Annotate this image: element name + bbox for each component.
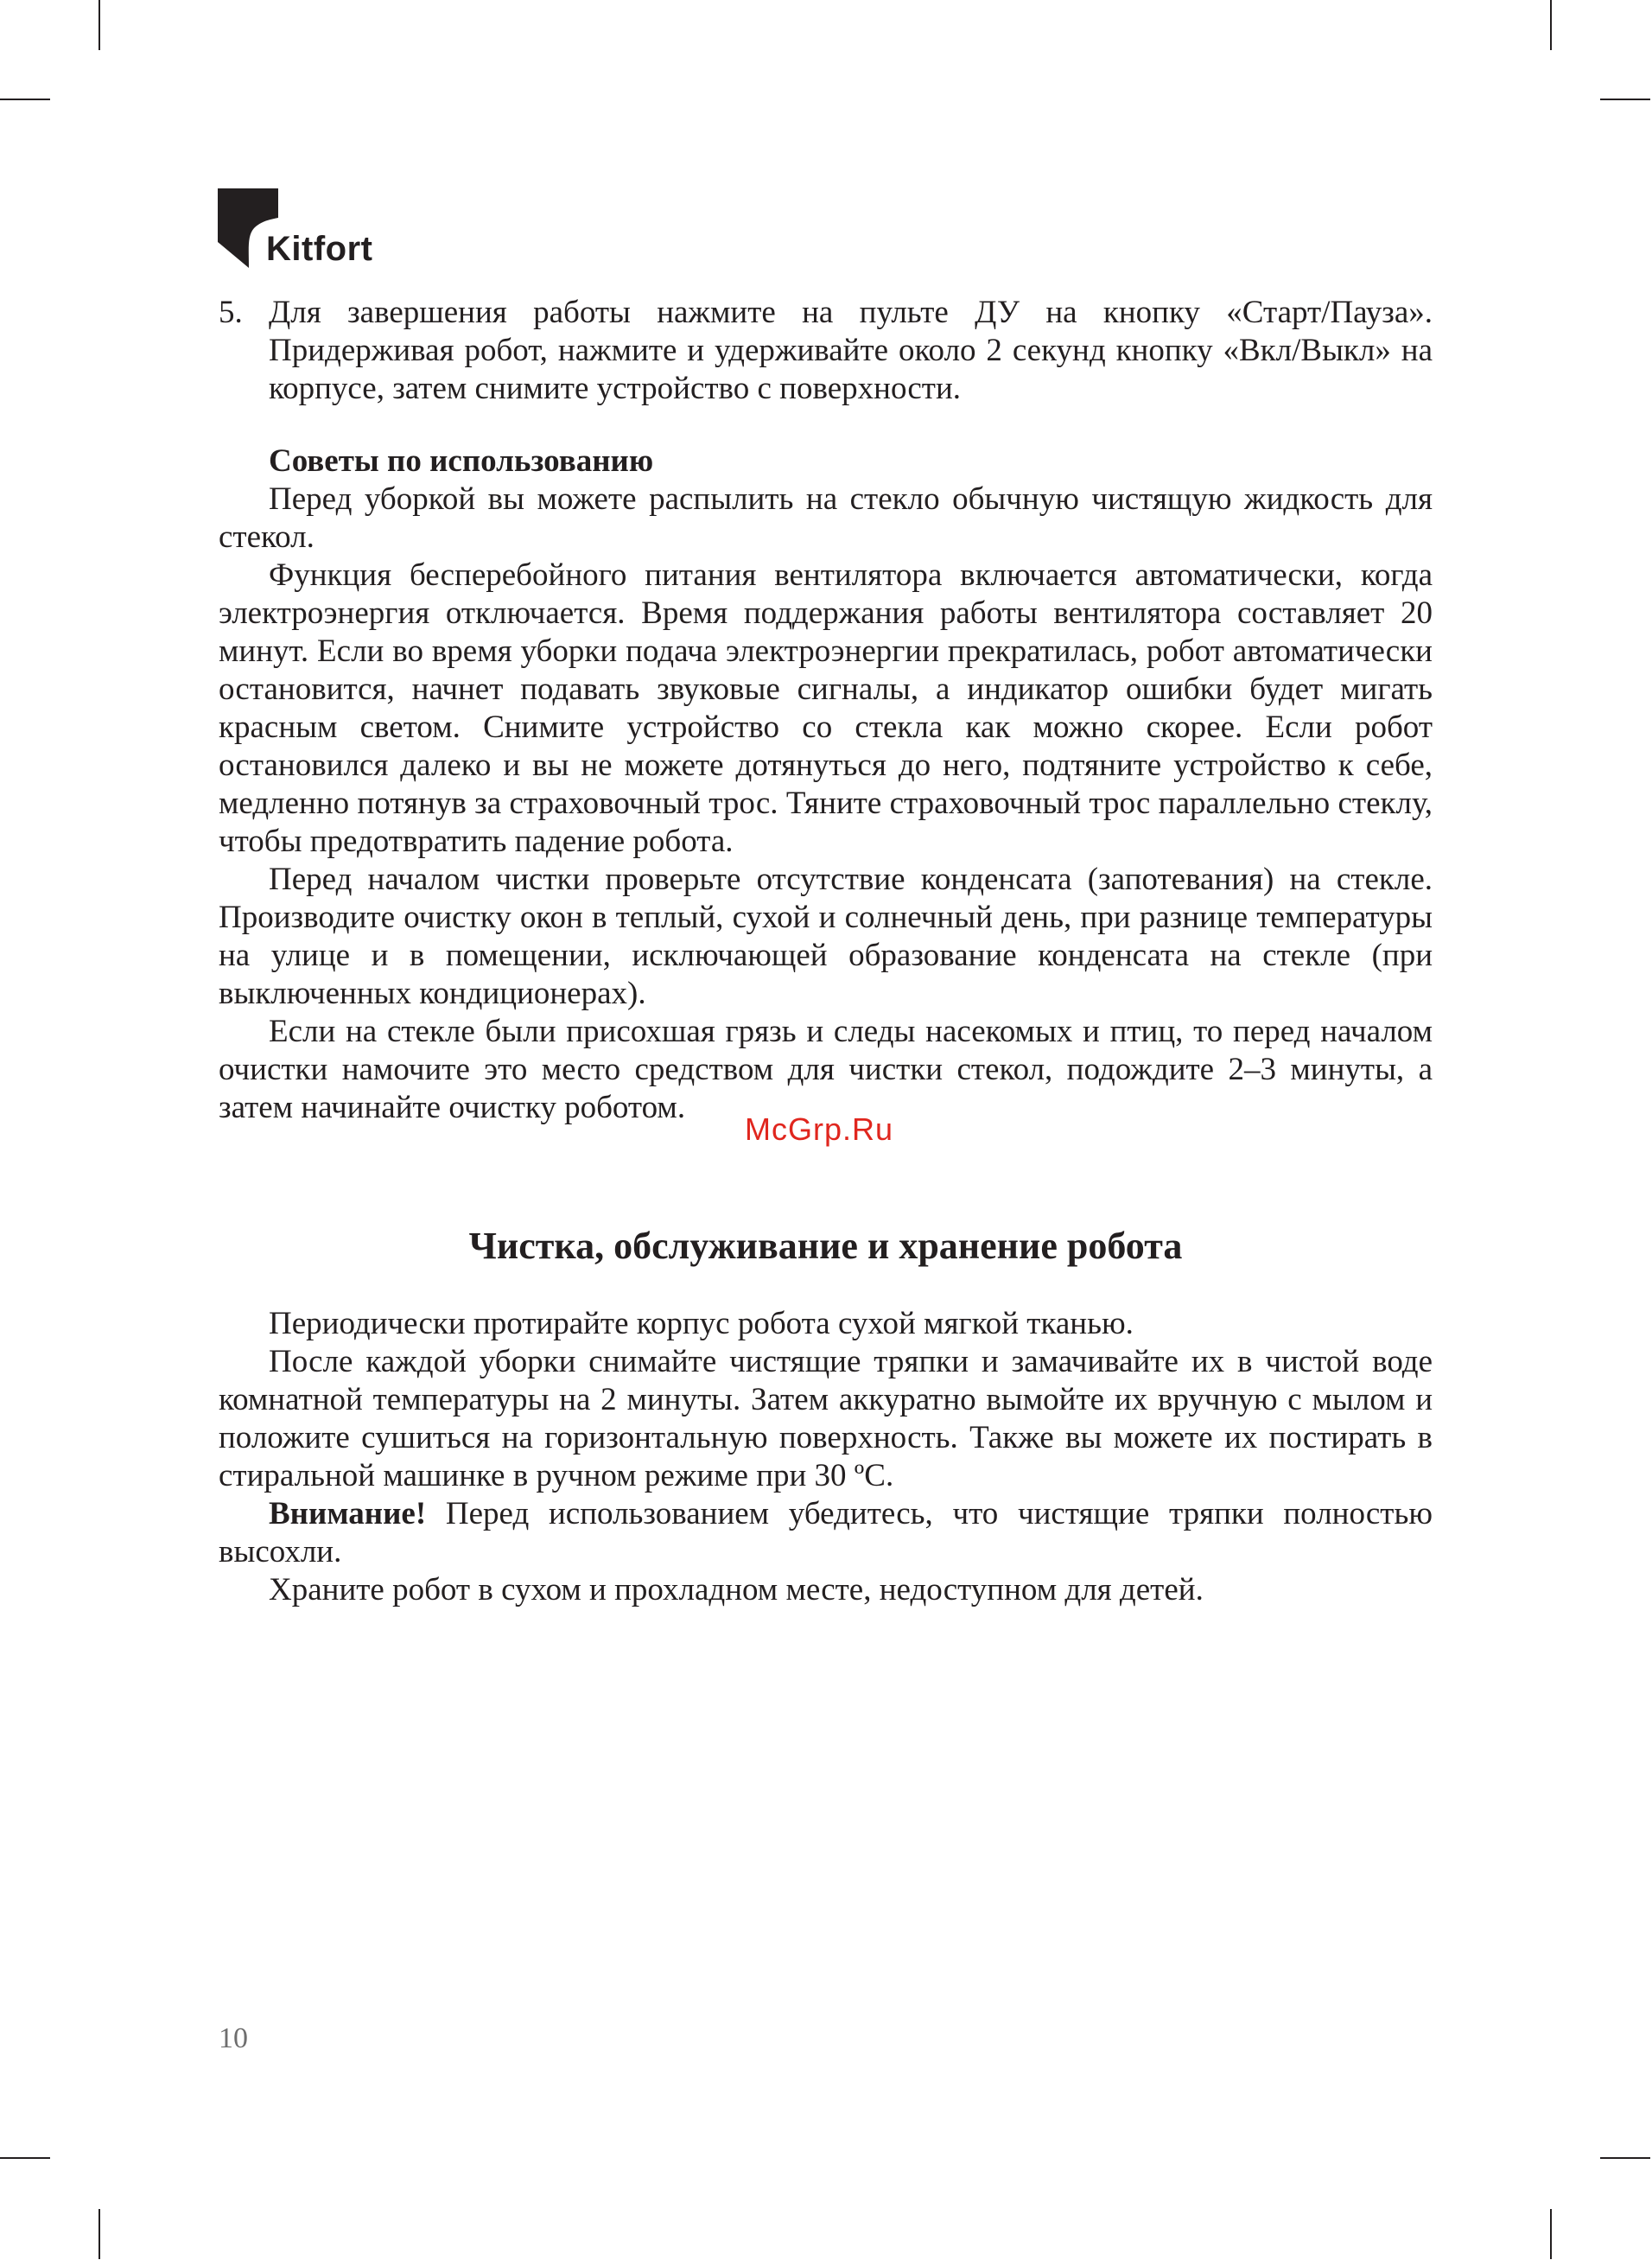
crop-mark — [1600, 99, 1650, 100]
tips-paragraph: Перед началом чистки проверьте отсутствие конденсата (запотевания) на стекле. Производите очистку окон в теплый, сухой и солнечный день, при разнице температуры на улице и в помещении, исключающей образование конденсата на стекле (при выключенных кондиционерах). — [219, 862, 1433, 1011]
crop-mark — [0, 2157, 50, 2159]
cleaning-paragraph: Периодически протирайте корпус робота сухой мягкой тканью. — [269, 1306, 1134, 1341]
page-content — [219, 294, 1433, 1609]
crop-mark — [1550, 0, 1552, 50]
warning-paragraph — [219, 1495, 1433, 1571]
page-number: 10 — [219, 2022, 248, 2054]
cleaning-paragraph: После каждой уборки снимайте чистящие тряпки и замачивайте их в чистой воде комнатной температуры на 2 минуты. Затем аккуратно вымойте их вручную с мылом и положите сушиться на горизонтальную поверхность. Также вы можете их постирать в стиральной машинке в ручном режиме при 30 ºС. — [219, 1344, 1433, 1493]
section-title: Чистка, обслуживание и хранение робота — [468, 1225, 1183, 1267]
cleaning-paragraph: Храните робот в сухом и прохладном месте, недоступном для детей. — [269, 1572, 1204, 1607]
crop-mark — [98, 0, 100, 50]
crop-mark — [1550, 2209, 1552, 2259]
tips-heading: Советы по использованию — [269, 443, 654, 479]
crop-mark — [0, 99, 50, 100]
list-number: 5. — [219, 295, 243, 330]
list-text: Для завершения работы нажмите на пульте ДУ на кнопку «Старт/Пауза». Придерживая робот, нажмите и удерживайте около 2 секунд кнопку «Вкл/Выкл» на корпусе, затем снимите устройство с поверхности. — [269, 295, 1433, 406]
tips-paragraph: Если на стекле были присохшая грязь и следы насекомых и птиц, то перед началом очистки намочите это место средством для чистки стекол, подождите 2–3 минуты, а затем начинайте очистку роботом. — [219, 1014, 1433, 1125]
crop-mark — [98, 2209, 100, 2259]
tips-paragraph: Функция бесперебойного питания вентилятора включается автоматически, когда электроэнергия отключается. Время поддержания работы вентилятора составляет 20 минут. Если во время уборки подача электроэнергии прекратилась, робот автоматически остановится, начнет подавать звуковые сигналы, а индикатор ошибки будет мигать красным светом. Снимите устройство со стекла как можно скорее. Если робот остановился далеко и вы не можете дотянуться до него, подтяните устройство к себе, медленно потянув за страховочный трос. Тяните страховочный трос параллельно стеклу, чтобы предотвратить падение робота. — [219, 557, 1433, 859]
tips-paragraph: Перед уборкой вы можете распылить на стекло обычную чистящую жидкость для стекол. — [219, 481, 1433, 555]
warning-label: Внимание! — [269, 1496, 427, 1531]
watermark: McGrp.Ru — [745, 1111, 894, 1147]
brand-logo — [218, 188, 391, 271]
logo-text: Kitfort — [266, 230, 373, 268]
crop-mark — [1600, 2157, 1650, 2159]
list-item — [219, 294, 1433, 408]
warning-text: Перед использованием убедитесь, что чистящие тряпки полностью высохли. — [219, 1496, 1433, 1569]
